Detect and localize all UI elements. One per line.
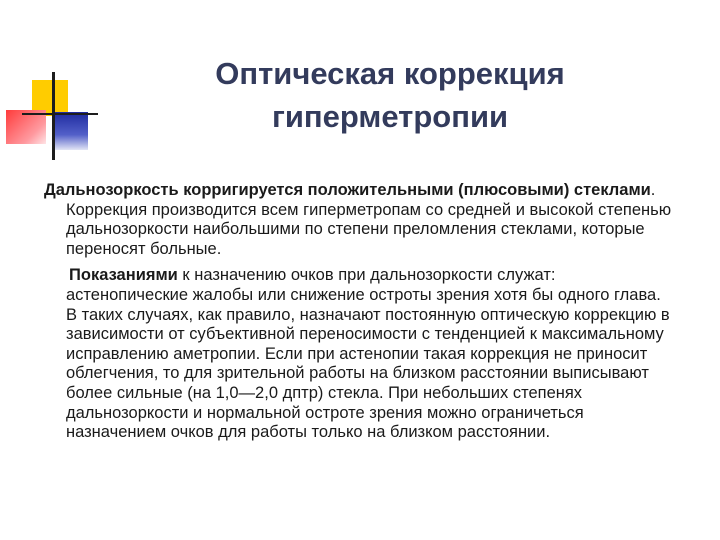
horizontal-line [22, 113, 98, 115]
blue-square [54, 112, 88, 150]
slide-body [44, 181, 676, 443]
paragraph-2-text: к назначению очков при дальнозоркости служат: астенопические жалобы или снижение остроты зрения хотя бы одного глава. В таких случаях, как правило, назначают постоянную оптическую коррекцию в зависимости от субъективной переносимости с тенденцией к максимальному исправлению аметропии. Если при астенопии такая коррекция не приносит облегчения, то для зрительной работы на близком расстоянии выписывают более сильные (на 1,0—2,0 дптр) стекла. При небольших степенях дальнозоркости и нормальной остроте зрения можно ограничеться назначением очков для работы только на близком расстоянии. [66, 266, 670, 442]
red-square [6, 110, 46, 144]
paragraph-2 [44, 266, 676, 442]
paragraph-2-bold: Показаниями [69, 266, 178, 285]
slide-title [150, 52, 630, 138]
paragraph-1-text: . Коррекция производится всем гиперметропам со средней и высокой степенью дальнозоркости наибольшими по степени преломления стеклами, которые переносят больные. [66, 181, 672, 258]
paragraph-1-bold: Дальнозоркость корригируется положительными (плюсовыми) стеклами [44, 181, 651, 199]
title-line-1: Оптическая коррекция [215, 56, 565, 91]
corner-logo-graphic [0, 0, 120, 170]
vertical-line [52, 72, 55, 160]
paragraph-1 [44, 181, 676, 259]
title-line-2: гиперметропии [271, 99, 509, 134]
